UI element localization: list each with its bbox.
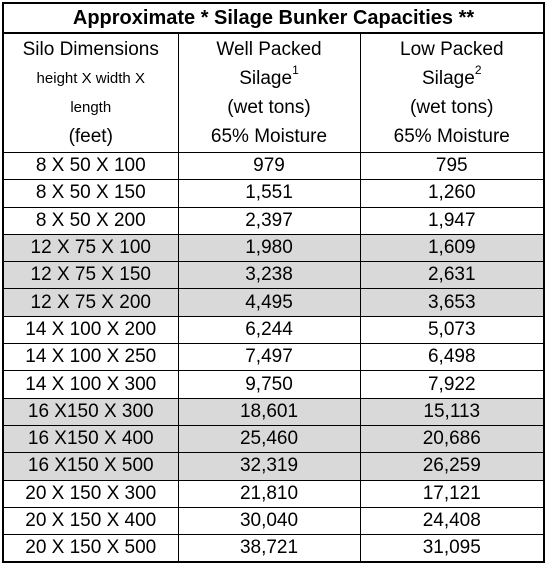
cell-well-packed: 9,750 (178, 371, 360, 398)
cell-well-packed: 2,397 (178, 207, 360, 234)
header-low-packed (360, 33, 544, 153)
table-row (3, 425, 544, 452)
cell-low-packed: 26,259 (360, 453, 544, 480)
cell-well-packed: 4,495 (178, 289, 360, 316)
cell-dimensions: 20 X 150 X 400 (3, 507, 178, 534)
table-row (3, 535, 544, 563)
header-col2-line1: Well Packed (216, 39, 322, 60)
header-col3-line1: Low Packed (400, 39, 504, 60)
header-col1-line4: (feet) (68, 126, 113, 147)
cell-low-packed: 1,260 (360, 180, 544, 207)
table-row (3, 180, 544, 207)
table-row (3, 480, 544, 507)
cell-well-packed: 30,040 (178, 507, 360, 534)
cell-well-packed: 979 (178, 153, 360, 180)
cell-low-packed: 20,686 (360, 425, 544, 452)
cell-low-packed: 17,121 (360, 480, 544, 507)
cell-well-packed: 1,980 (178, 234, 360, 261)
footnote-1-marker: 1 (292, 62, 299, 77)
cell-dimensions: 20 X 150 X 500 (3, 535, 178, 563)
header-col3-line3: (wet tons) (410, 97, 494, 118)
header-col2-line4: 65% Moisture (210, 126, 328, 147)
header-col2-line3: (wet tons) (227, 97, 311, 118)
cell-well-packed: 6,244 (178, 316, 360, 343)
header-col2-line2-wrap (179, 64, 360, 93)
cell-well-packed: 3,238 (178, 262, 360, 289)
header-col3-line2: Silage (422, 68, 475, 89)
table-row (3, 344, 544, 371)
cell-low-packed: 2,631 (360, 262, 544, 289)
cell-low-packed: 31,095 (360, 535, 544, 563)
cell-dimensions: 16 X150 X 300 (3, 398, 178, 425)
cell-dimensions: 14 X 100 X 300 (3, 371, 178, 398)
cell-low-packed: 7,922 (360, 371, 544, 398)
table-row (3, 262, 544, 289)
cell-well-packed: 7,497 (178, 344, 360, 371)
table-row (3, 371, 544, 398)
cell-low-packed: 3,653 (360, 289, 544, 316)
cell-dimensions: 16 X150 X 500 (3, 453, 178, 480)
header-silo-dimensions (3, 33, 178, 153)
cell-well-packed: 21,810 (178, 480, 360, 507)
cell-low-packed: 5,073 (360, 316, 544, 343)
header-col3-line2-wrap (361, 64, 544, 93)
cell-dimensions: 20 X 150 X 300 (3, 480, 178, 507)
cell-low-packed: 15,113 (360, 398, 544, 425)
header-well-packed (178, 33, 360, 153)
table-row (3, 316, 544, 343)
header-col1-line2: height X width X (36, 70, 145, 87)
silage-capacity-table (2, 2, 545, 563)
footnote-2-marker: 2 (474, 62, 482, 77)
cell-well-packed: 32,319 (178, 453, 360, 480)
cell-well-packed: 18,601 (178, 398, 360, 425)
cell-dimensions: 12 X 75 X 150 (3, 262, 178, 289)
cell-low-packed: 6,498 (360, 344, 544, 371)
cell-low-packed: 1,947 (360, 207, 544, 234)
cell-dimensions: 16 X150 X 400 (3, 425, 178, 452)
header-col3-line4: 65% Moisture (393, 126, 510, 147)
cell-well-packed: 38,721 (178, 535, 360, 563)
cell-low-packed: 1,609 (360, 234, 544, 261)
cell-well-packed: 25,460 (178, 425, 360, 452)
header-col2-line2: Silage (239, 68, 293, 89)
cell-dimensions: 14 X 100 X 250 (3, 344, 178, 371)
table-row (3, 453, 544, 480)
cell-dimensions: 12 X 75 X 100 (3, 234, 178, 261)
table-row (3, 234, 544, 261)
cell-dimensions: 12 X 75 X 200 (3, 289, 178, 316)
header-col1-line3: length (70, 99, 112, 116)
cell-well-packed: 1,551 (178, 180, 360, 207)
table-row (3, 398, 544, 425)
header-col1-line1: Silo Dimensions (22, 39, 159, 60)
cell-dimensions: 8 X 50 X 200 (3, 207, 178, 234)
cell-low-packed: 24,408 (360, 507, 544, 534)
cell-dimensions: 8 X 50 X 100 (3, 153, 178, 180)
table-row (3, 507, 544, 534)
table-row (3, 289, 544, 316)
table-body (3, 153, 544, 563)
table-title: Approximate * Silage Bunker Capacities ** (3, 3, 544, 33)
table-row (3, 153, 544, 180)
cell-dimensions: 8 X 50 X 150 (3, 180, 178, 207)
cell-low-packed: 795 (360, 153, 544, 180)
capacity-table-container (2, 2, 543, 563)
cell-dimensions: 14 X 100 X 200 (3, 316, 178, 343)
table-row (3, 207, 544, 234)
